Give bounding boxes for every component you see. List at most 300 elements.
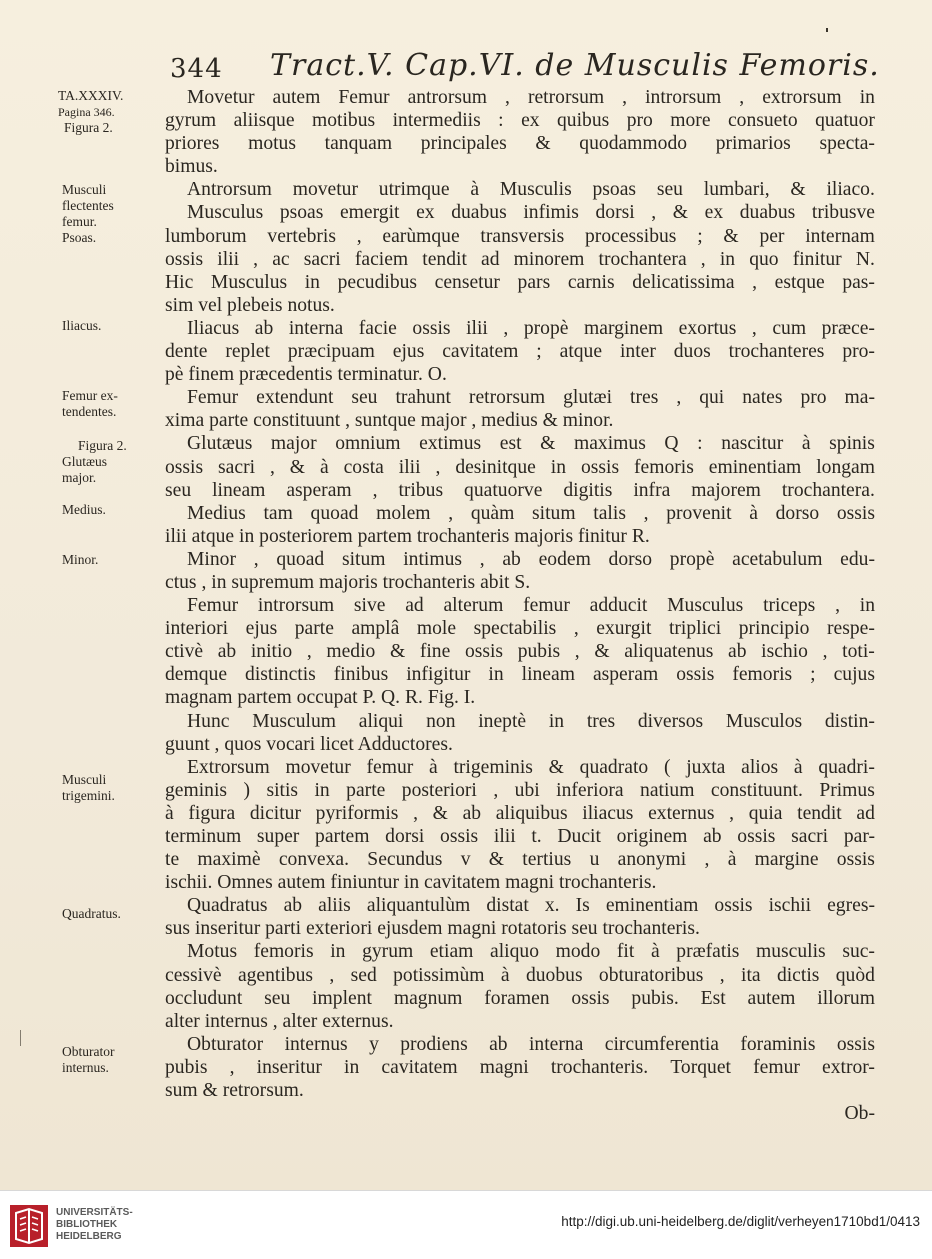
word: , [503, 317, 509, 339]
text-line [165, 1056, 875, 1079]
word: ossis [165, 456, 204, 478]
word: lineam [521, 664, 575, 686]
word: Obturator [187, 1033, 264, 1055]
word: intermediis [392, 110, 481, 132]
word: à [650, 941, 660, 963]
text-line [165, 663, 875, 686]
word: , [700, 248, 706, 270]
word: internam [805, 225, 875, 247]
word: in [330, 941, 346, 963]
word: consueto [727, 110, 798, 132]
word: ilii [466, 317, 488, 339]
word: seu [165, 479, 192, 501]
word: duobus [525, 964, 583, 986]
text-line [165, 710, 875, 733]
word: cavitatem [381, 1056, 458, 1078]
word: Musculus [210, 271, 288, 293]
text-line [165, 594, 875, 617]
word: extrorsum [762, 87, 842, 108]
word: dorso [608, 548, 653, 570]
word: utrimque [378, 179, 450, 201]
word: ab [728, 641, 747, 663]
word: ossis [836, 1033, 875, 1055]
word: quadrato [579, 756, 649, 778]
word: omnium [335, 433, 401, 455]
text-line [165, 940, 875, 963]
word: Hic [165, 271, 194, 293]
word: x. [544, 895, 560, 917]
word: originem [616, 826, 688, 847]
word: Ducit [557, 826, 601, 847]
word: ) [243, 779, 251, 801]
text-line: sim vel plebeis notus. [165, 294, 335, 316]
word: pars [517, 271, 551, 293]
word: quibus [557, 110, 610, 132]
word: : [697, 433, 703, 455]
word: trochanteris. [550, 1056, 649, 1078]
text-line [165, 802, 875, 825]
word: acetabulum [732, 548, 823, 570]
word: à [429, 756, 438, 778]
word: quatuorve [464, 479, 543, 501]
word: constituunt. [710, 779, 803, 801]
word: adducit [589, 595, 648, 617]
word: in [859, 595, 875, 617]
text-line [165, 248, 875, 271]
word: Hunc [187, 710, 230, 732]
margin-note-line: Obturator [62, 1044, 115, 1059]
margin-note-line: Medius. [62, 502, 106, 517]
word: ilii [217, 248, 240, 270]
word: atque [559, 341, 603, 363]
word: inferiora [556, 779, 624, 801]
word: exurgit [596, 618, 652, 640]
word: etiam [429, 941, 474, 963]
word: ossis [165, 248, 204, 270]
word: talis [593, 502, 626, 524]
word: à [793, 756, 803, 778]
word: autem [747, 987, 796, 1009]
word: sive [353, 595, 386, 617]
word: & [488, 849, 505, 871]
word: parte [346, 779, 386, 801]
word: cavitatem [442, 341, 519, 363]
word: Extrorsum [187, 756, 270, 778]
word: dente [165, 341, 208, 363]
word: provenit [666, 502, 732, 524]
word: psoas [592, 179, 637, 201]
word: Glutæus [187, 433, 253, 455]
text-line [165, 825, 875, 848]
word: medio [326, 641, 376, 663]
word: seu [351, 387, 378, 409]
word: spinis [829, 433, 875, 455]
word: ossis [440, 826, 479, 847]
word: figura [188, 802, 236, 824]
ink-speck [20, 1030, 21, 1046]
word: transversis [480, 225, 565, 247]
word: motibus [311, 110, 376, 132]
word: ab [254, 317, 274, 339]
text-line [165, 271, 875, 294]
word: Q [664, 433, 679, 455]
text-line [165, 109, 875, 132]
word: , [622, 87, 628, 108]
page-number: 344 [170, 54, 223, 84]
word: in [344, 1056, 360, 1078]
word: pubis [517, 641, 561, 663]
word: ossis [571, 987, 610, 1009]
word: , [719, 964, 725, 986]
word: ossis [714, 895, 753, 917]
word: in [304, 271, 320, 293]
word: femoris [634, 456, 694, 478]
margin-note-line: Iliacus. [62, 318, 102, 333]
word: ossis [464, 641, 504, 663]
word: seu [656, 179, 683, 201]
word: u [589, 849, 600, 871]
word: ubi [514, 779, 540, 801]
word: dicitur [249, 802, 301, 824]
word: infigitur [406, 664, 471, 686]
word: à [470, 179, 480, 201]
text-line: ilii atque in posteriorem partem trochanteris majoris finitur R. [165, 525, 650, 547]
word: internus [284, 1033, 348, 1055]
word: trigeminis [453, 756, 533, 778]
word: introrsum [645, 87, 722, 108]
text-line [165, 86, 875, 109]
word: pro- [842, 341, 875, 363]
word: , [651, 202, 657, 224]
word: ejus [392, 341, 425, 363]
word: in [550, 456, 567, 478]
word: magni [479, 1056, 529, 1078]
word: femoris [732, 664, 793, 686]
text-line: guunt , quos vocari licet Adductores. [165, 733, 453, 755]
word: major [270, 433, 317, 455]
word: pubis [165, 1056, 208, 1078]
word: , [704, 849, 710, 871]
word: sed [350, 964, 377, 986]
text-line: sus inseritur parti exteriori ejusdem magni rotatoris seu trochanteris. [165, 918, 700, 940]
word: , [729, 802, 735, 824]
word: à [500, 964, 510, 986]
word: Is [575, 895, 590, 917]
word: Musculum [252, 710, 337, 732]
word: quàm [470, 502, 515, 524]
word: principales [420, 133, 507, 155]
word: egres- [827, 895, 875, 917]
word: modo [555, 941, 601, 963]
word: quadri- [818, 756, 875, 778]
word: à [319, 456, 329, 478]
word: delicatissima [632, 271, 735, 293]
word: tam [263, 502, 293, 524]
word: Minor [187, 548, 236, 570]
word: eodem [538, 548, 591, 570]
word: , [435, 456, 441, 478]
ink-speck [826, 28, 828, 32]
text-line [165, 386, 875, 409]
word: movetur [292, 179, 358, 201]
word: Femur [187, 387, 239, 409]
word: pro [800, 387, 827, 409]
word: respe- [827, 618, 875, 640]
margin-note-line: Figura 2. [64, 120, 113, 135]
word: inter [619, 341, 656, 363]
word: vertebris [267, 225, 336, 247]
word: distinctis [245, 664, 316, 686]
word: distat [486, 895, 529, 917]
word: motus [248, 133, 296, 155]
word: ( [663, 756, 671, 778]
text-line [165, 848, 875, 871]
word: tribusve [811, 202, 875, 224]
word: in [314, 779, 330, 801]
library-name[interactable] [56, 1207, 133, 1243]
word: carnis [567, 271, 615, 293]
word: , [479, 548, 485, 570]
word: , [372, 479, 378, 501]
word: convexa. [278, 849, 350, 871]
word: molem [376, 502, 431, 524]
word: ossis [836, 849, 875, 871]
word: præce- [821, 317, 875, 339]
word: , [573, 618, 579, 640]
margin-note-line: Pagina 346. [58, 105, 115, 119]
word: obturatoribus [598, 964, 704, 986]
word: Motus [187, 941, 238, 963]
word: iliaco. [826, 179, 875, 201]
word: Est [700, 987, 726, 1009]
word: aliis [318, 895, 351, 917]
text-line [165, 894, 875, 917]
word: quo [749, 248, 779, 270]
word: exortus [678, 317, 737, 339]
word: & [289, 456, 306, 478]
margin-note-line: Quadratus. [62, 906, 121, 921]
word: , [822, 641, 828, 663]
text-line [165, 479, 875, 502]
word: dorsi [385, 826, 425, 847]
word: eminentiam [605, 895, 699, 917]
margin-note-line: Psoas. [62, 230, 97, 245]
word: per [759, 225, 785, 247]
word: antrorsum [407, 87, 488, 108]
word: , [356, 225, 362, 247]
word: situm [532, 502, 576, 524]
word: edu- [840, 548, 875, 570]
word: cum [772, 317, 807, 339]
word: ossis [412, 317, 451, 339]
word: , [413, 802, 418, 824]
word: præfatis [676, 941, 740, 963]
word: ossis [836, 502, 875, 524]
word: more [670, 110, 711, 132]
word: quoad [310, 502, 359, 524]
text-line [165, 317, 875, 340]
word: majorem [691, 479, 761, 501]
running-title: Tract.V. Cap.VI. de Musculis Femoris. [270, 48, 880, 83]
word: alterum [443, 595, 504, 617]
word: te [165, 849, 180, 871]
word: musculis [756, 941, 826, 963]
text-line [165, 225, 875, 248]
word: nascitur [721, 433, 784, 455]
word: extror- [822, 1056, 875, 1078]
word: ab [489, 1033, 508, 1055]
word: & [672, 202, 689, 224]
word: ad [856, 802, 875, 824]
word: t. [531, 826, 542, 847]
library-name-line: UNIVERSITÄTS- [56, 1207, 133, 1218]
word: psoas [279, 202, 324, 224]
word: & [594, 641, 610, 663]
word: interna [288, 317, 344, 339]
word: ab [462, 802, 482, 824]
word: intimus [403, 548, 463, 570]
word: infimis [523, 202, 579, 224]
text-line: ctus , in supremum majoris trochanteris abit S. [165, 571, 531, 593]
word: par- [843, 826, 875, 847]
word: posteriori [401, 779, 477, 801]
word: facie [358, 317, 397, 339]
word: trochanteres [728, 341, 825, 363]
text-line [165, 779, 875, 802]
word: propè [669, 548, 715, 570]
word: interiori [165, 618, 229, 640]
word: ma- [844, 387, 875, 409]
word: aliquibus [495, 802, 568, 824]
text-line [165, 756, 875, 779]
word: finibus [333, 664, 389, 686]
word: Medius [187, 502, 246, 524]
text-line [165, 432, 875, 455]
word: principio [738, 618, 810, 640]
text-line [165, 640, 875, 663]
word: anonymi [617, 849, 687, 871]
word: situm [341, 548, 386, 570]
word: foraminis [740, 1033, 816, 1055]
word: distin- [824, 710, 875, 732]
word: margine [754, 849, 819, 871]
margin-note-line: Figura 2. [78, 438, 127, 453]
word: Antrorsum [187, 179, 272, 201]
word: ab [502, 548, 521, 570]
word: aliquatenus [624, 641, 714, 663]
margin-note-line: Musculi [62, 182, 107, 197]
text-line: magnam partem occupat P. Q. R. Fig. I. [165, 687, 476, 709]
university-library-logo-icon[interactable] [10, 1205, 48, 1247]
text-line: bimus. [165, 156, 218, 178]
word: primarios [715, 133, 791, 155]
word: partem [315, 826, 370, 847]
word: finitur [792, 248, 842, 270]
footer-bar [0, 1190, 932, 1259]
word: pas- [842, 271, 875, 293]
word: autem [272, 87, 321, 108]
word: tendit [422, 248, 467, 270]
source-url-link[interactable]: http://digi.ub.uni-heidelberg.de/diglit/verheyen1710bd1/0413 [561, 1214, 920, 1229]
word: alios [741, 756, 779, 778]
word: quòd [835, 964, 875, 986]
word: , [505, 87, 510, 108]
word: ita [741, 964, 761, 986]
word: inseritur [256, 1056, 322, 1078]
word: præcipuam [287, 341, 375, 363]
word: in [719, 248, 736, 270]
margin-note-quadratus [62, 906, 121, 922]
word: : [498, 110, 504, 132]
word: Movetur [187, 87, 255, 108]
word: pecudibus [337, 271, 418, 293]
word: ex [416, 202, 435, 224]
word: Musculus [667, 595, 744, 617]
word: ischii [768, 895, 812, 917]
word: cessivè [165, 964, 222, 986]
word: ineptè [478, 710, 527, 732]
word: foramen [484, 987, 550, 1009]
word: tertius [522, 849, 572, 871]
text-line: ischii. Omnes autem finiuntur in cavitatem magni trochanteris. [165, 872, 657, 894]
word: dorsi [595, 202, 635, 224]
word: aliquo [490, 941, 539, 963]
word: femur [523, 595, 570, 617]
word: ; [810, 664, 816, 686]
word: longam [816, 456, 875, 478]
word: priores [165, 133, 220, 155]
word: terminum [165, 826, 242, 847]
text-line [165, 456, 875, 479]
word: ex [521, 110, 540, 132]
word: ; [697, 225, 703, 247]
word: ilii [493, 826, 516, 847]
word: y [369, 1033, 379, 1055]
word: quoad [276, 548, 325, 570]
word: tres [630, 387, 659, 409]
word: specta- [819, 133, 875, 155]
word: externus [648, 802, 715, 824]
margin-note-line: tendentes. [62, 404, 117, 419]
word: toti- [842, 641, 875, 663]
word: , [269, 456, 275, 478]
word: Iliacus [187, 317, 240, 339]
word: spectabilis [473, 618, 557, 640]
word: tendit [797, 802, 842, 824]
word: , [253, 548, 259, 570]
word: infra [633, 479, 671, 501]
word: femoris [253, 941, 314, 963]
word: , [739, 87, 745, 108]
word: femur [753, 1056, 800, 1078]
word: illorum [817, 987, 875, 1009]
word: sacri [303, 248, 341, 270]
word: triplici [668, 618, 722, 640]
page-header [170, 44, 890, 84]
word: , [835, 595, 840, 617]
word: lumborum [165, 225, 247, 247]
word: Femur [187, 595, 239, 617]
word: retrorsum [468, 387, 546, 409]
word: qui [699, 387, 725, 409]
word: trahunt [395, 387, 451, 409]
text-line [165, 964, 875, 987]
margin-note-line: Minor. [62, 552, 99, 567]
word: & [432, 802, 448, 824]
word: in [548, 710, 565, 732]
word: juxta [686, 756, 726, 778]
word: duabus [451, 202, 507, 224]
